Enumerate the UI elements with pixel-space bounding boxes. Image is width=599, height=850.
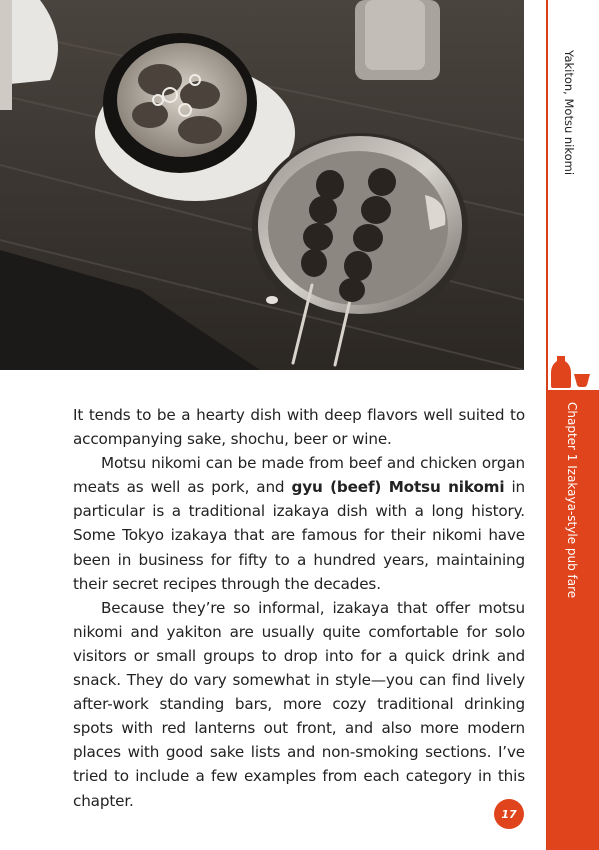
paragraph-3: Because they’re so informal, izakaya that offer motsu nikomi and yakiton are usually quite comfortable for solo visitors or small groups to drop into for a quick drink and snack. They do vary somewhat in style—you can find lively after-work standing bars, more cozy traditional drinking spots with red lanterns out front, and also more modern places with good sake lists and non-smoking sections. I’ve tried to include a few examples from each category in this chapter.: [73, 598, 525, 810]
sake-bottle-cup-icon: [551, 356, 593, 388]
running-head-text: Yakiton, Motsu nikomi: [562, 50, 576, 176]
body-text: [73, 403, 525, 813]
page-number: 17: [494, 799, 524, 829]
dish-name-bold: gyu (beef) Motsu nikomi: [291, 478, 505, 497]
paragraph-2: [73, 451, 525, 596]
chapter-tab-text: Chapter 1 Izakaya-style pub fare: [565, 402, 579, 599]
paragraph-2-text-end: in particular is a traditional izakaya dish with a long history. Some Tokyo izakaya that are famous for their nikomi have been in business for fifty to a hundred years, maintaining their secret recipes through the decades.: [73, 478, 526, 593]
food-photo: [0, 0, 524, 370]
running-head: [558, 50, 578, 290]
paragraph-1: It tends to be a hearty dish with deep flavors well suited to accompanying sake, shochu, beer or wine.: [73, 406, 525, 449]
chapter-tab: [547, 390, 599, 850]
paragraph-2-text-start: Motsu nikomi can be made from beef and chicken organ meats as well as pork, and: [73, 454, 525, 497]
